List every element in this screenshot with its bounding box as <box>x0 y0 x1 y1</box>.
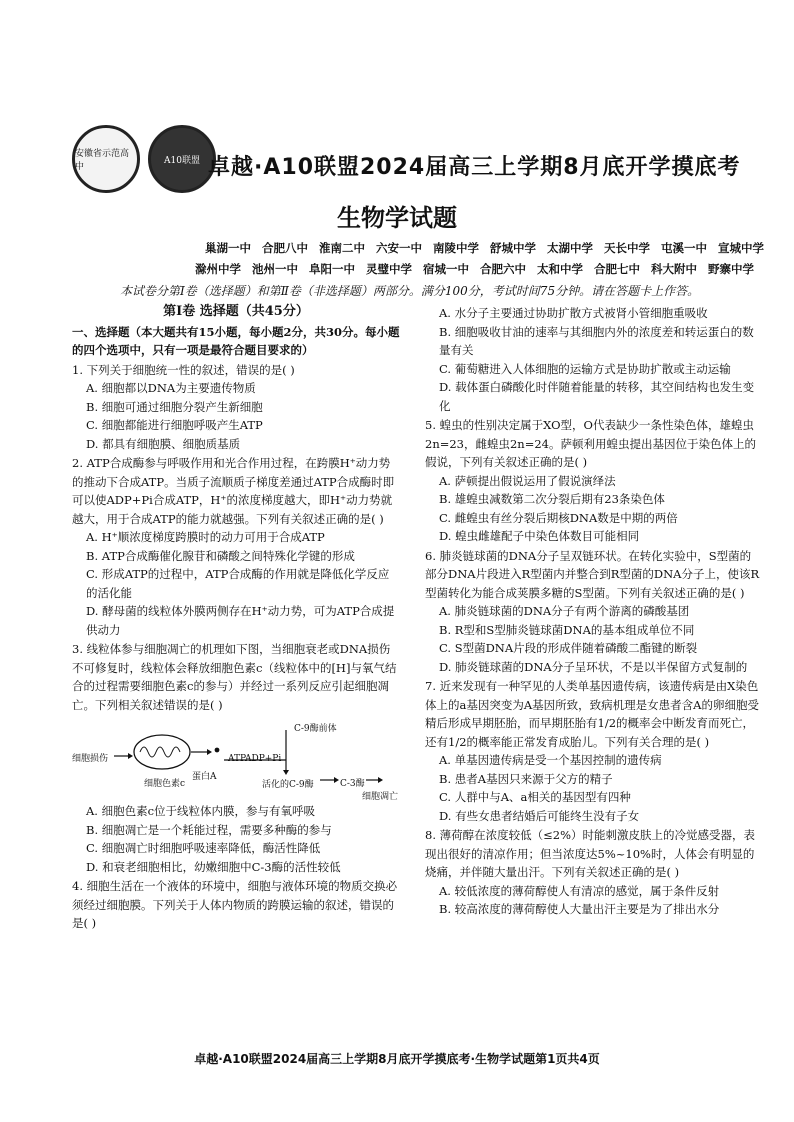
school-name: 合肥八中 <box>262 241 308 255</box>
arrowhead <box>283 770 289 775</box>
option-b: B. 细胞可通过细胞分裂产生新细胞 <box>86 399 263 414</box>
option-c: C. 细胞都能进行细胞呼吸产生ATP <box>86 418 263 432</box>
school-name: 太和中学 <box>537 262 583 276</box>
logo-right-text: A10联盟 <box>164 155 200 166</box>
option-c: C. 葡萄糖进入人体细胞的运输方式是协助扩散或主动运输 <box>439 361 731 376</box>
question-stem: 4. 细胞生活在一个液体的环境中，细胞与液体环境的物质交换必须经过细胞膜。下列关于人体内物质的跨膜运输的叙述，错误的是( ) <box>72 879 398 930</box>
arrowhead <box>207 749 212 755</box>
question-stem: 7. 近来发现有一种罕见的人类单基因遗传病，该遗传病是由X染色体上的a基因突变为A基因所致，致病机理是女患者含A的卵细胞受精后形成早期胚胎，而早期胚胎有1/2的概率会中断发育而死亡，还有1/2的概率能正常发育成胎儿。下列有关合理的是( ) <box>425 679 759 749</box>
school-name: 南陵中学 <box>433 241 479 255</box>
school-logo-left <box>72 125 140 193</box>
label-cyt-c: 细胞色素c <box>144 779 186 789</box>
option-a: A. 较低浓度的薄荷醇使人有清凉的感觉，属于条件反射 <box>439 883 720 898</box>
arrowhead <box>378 777 383 783</box>
logo-left-text: 安徽省示范高中 <box>75 149 130 172</box>
school-name: 合肥七中 <box>594 262 640 276</box>
school-name: 池州一中 <box>252 262 298 276</box>
school-name: 科大附中 <box>651 262 697 276</box>
question-stem: 5. 蝗虫的性别决定属于XO型，O代表缺少一条性染色体，雄蝗虫2n=23，雌蝗虫2n=24。萨顿利用蝗虫提出基因位于染色体上的假说，下列有关叙述正确的是( ) <box>425 418 756 469</box>
school-name: 六安一中 <box>376 241 422 255</box>
question-5 <box>425 416 761 546</box>
arrowhead <box>128 753 133 759</box>
mitochondrion-cristae <box>140 747 180 757</box>
option-c: C. 雌蝗虫有丝分裂后期核DNA数是中期的两倍 <box>439 510 678 525</box>
option-d: D. 和衰老细胞相比，幼嫩细胞中C-3酶的活性较低 <box>86 859 341 874</box>
option-d: D. 有些女患者结婚后可能终生没有子女 <box>439 808 640 823</box>
option-a: A. 细胞色素c位于线粒体内膜，参与有氧呼吸 <box>86 804 316 818</box>
label-adp: ADP+Pi <box>245 754 282 764</box>
school-name: 屯溪一中 <box>661 241 707 255</box>
school-name: 宿城一中 <box>423 262 469 276</box>
question-stem: 6. 肺炎链球菌的DNA分子呈双链环状。在转化实验中，S型菌的部分DNA片段进入R型菌内并整合到R型菌的DNA分子上，使该R型菌转化为能合成荚膜多糖的S型菌。下列有关叙述正确的是( ) <box>425 548 760 600</box>
question-3 <box>72 640 400 876</box>
option-a: A. 肺炎链球菌的DNA分子有两个游离的磷酸基团 <box>439 604 690 618</box>
school-name: 野寨中学 <box>708 262 754 276</box>
question-stem: 3. 线粒体参与细胞凋亡的机理如下图，当细胞衰老或DNA损伤不可修复时，线粒体会释放细胞色素c（线粒体中的[H]与氧气结合的过程需要细胞色素c的参与）并经过一系列反应引起细胞凋亡。下列相关叙述错误的是( ) <box>72 642 397 712</box>
option-c: C. S型菌DNA片段的形成伴随着磷酸二酯键的断裂 <box>439 641 698 655</box>
option-d: D. 载体蛋白磷酸化时伴随着能量的转移，其空间结构也发生变化 <box>439 380 755 413</box>
question-stem: 8. 薄荷醇在浓度较低（≤2%）时能刺激皮肤上的冷觉感受器，表现出很好的清凉作用；但当浓度达5%~10%时，人体会有明显的烧痛，并伴随大量出汗。下列有关叙述正确的是( ) <box>425 828 756 879</box>
option-c: C. 人群中与A、a相关的基因型有四种 <box>439 790 631 804</box>
option-b: B. 患者A基因只来源于父方的精子 <box>439 771 613 786</box>
question-7 <box>425 677 761 825</box>
school-name: 宣城中学 <box>718 241 764 255</box>
label-active-c9: 活化的C-9酶 <box>262 780 314 790</box>
question-1 <box>72 361 400 454</box>
question-4-options <box>425 304 761 415</box>
question-2 <box>72 454 400 639</box>
right-column <box>425 303 761 919</box>
school-list-row1 <box>205 240 764 256</box>
option-c: C. 形成ATP的过程中，ATP合成酶的作用就是降低化学反应的活化能 <box>86 567 390 600</box>
option-b: B. ATP合成酶催化腺苷和磷酸之间特殊化学键的形成 <box>86 548 355 563</box>
page-footer: 卓越·A10联盟2024届高三上学期8月底开学摸底考·生物学试题第1页共4页 <box>194 1052 600 1066</box>
exam-notice: 本试卷分第Ⅰ卷（选择题）和第Ⅱ卷（非选择题）两部分。满分100分，考试时间75分钟。请在答题卡上作答。 <box>120 284 700 298</box>
label-apoptosis: 细胞凋亡 <box>362 792 399 802</box>
school-name: 阜阳一中 <box>309 262 355 276</box>
label-c3: C-3酶 <box>340 779 365 789</box>
school-name: 天长中学 <box>604 241 650 255</box>
option-a: A. H⁺顺浓度梯度跨膜时的动力可用于合成ATP <box>86 530 325 544</box>
exam-title: 卓越·A10联盟2024届高三上学期8月底开学摸底考 <box>208 155 741 180</box>
question-8 <box>425 826 761 919</box>
cyt-c-dot <box>215 748 220 753</box>
option-c: C. 细胞凋亡时细胞呼吸速率降低，酶活性降低 <box>86 841 321 855</box>
arrowhead <box>334 777 339 783</box>
logo-group <box>72 125 216 193</box>
option-d: D. 都具有细胞膜、细胞质基质 <box>86 436 241 451</box>
question-stem: 2. ATP合成酶参与呼吸作用和光合作用过程，在跨膜H⁺动力势的推动下合成ATP。当质子流顺质子梯度差通过ATP合成酶时即可以使ADP+Pi合成ATP，H⁺的浓度梯度越大，即H⁺动力势就越大，用于合成ATP的能力就越强。下列有关叙述正确的是( ) <box>72 456 395 526</box>
option-b: B. 细胞吸收甘油的速率与其细胞内外的浓度差和转运蛋白的数量有关 <box>439 324 754 357</box>
option-a: A. 萨顿提出假说运用了假说演绎法 <box>439 473 616 488</box>
mitochondrion-outline <box>134 735 190 769</box>
school-name: 合肥六中 <box>480 262 526 276</box>
school-list-row2 <box>195 261 754 277</box>
subject-title: 生物学试题 <box>337 204 457 232</box>
question-6 <box>425 547 761 677</box>
option-d: D. 肺炎链球菌的DNA分子呈环状，不是以半保留方式复制的 <box>439 659 748 674</box>
label-protein-a: 蛋白A <box>192 772 217 782</box>
label-precursor: C-9酶前体 <box>294 724 337 734</box>
school-name: 滁州中学 <box>195 262 241 276</box>
option-a: A. 水分子主要通过协助扩散方式被肾小管细胞重吸收 <box>439 306 708 320</box>
option-d: D. 蝗虫雌雄配子中染色体数目可能相同 <box>439 529 640 543</box>
question-stem: 1. 下列关于细胞统一性的叙述，错误的是( ) <box>72 362 295 377</box>
section-title: 第Ⅰ卷 选择题（共45分） <box>163 304 309 319</box>
option-a: A. 单基因遗传病是受一个基因控制的遗传病 <box>439 753 662 767</box>
school-name: 舒城中学 <box>490 241 536 255</box>
option-b: B. 细胞凋亡是一个耗能过程，需要多种酶的参与 <box>86 822 332 837</box>
school-name: 太湖中学 <box>547 241 593 255</box>
left-column <box>72 303 400 933</box>
school-name: 淮南二中 <box>319 241 365 255</box>
school-name: 巢湖一中 <box>205 241 251 255</box>
part-instructions: 一、选择题（本大题共有15小题，每小题2分，共30分。每小题的四个选项中，只有一项是最符合题目要求的） <box>72 324 400 357</box>
option-b: B. 雄蝗虫减数第二次分裂后期有23条染色体 <box>439 492 665 506</box>
option-b: B. R型和S型肺炎链球菌DNA的基本组成单位不同 <box>439 622 695 637</box>
school-logo-right <box>148 125 216 193</box>
option-d: D. 酵母菌的线粒体外膜两侧存在H⁺动力势，可为ATP合成提供动力 <box>86 604 395 637</box>
school-name: 灵璧中学 <box>366 262 412 276</box>
option-a: A. 细胞都以DNA为主要遗传物质 <box>86 381 256 395</box>
apoptosis-diagram <box>72 718 400 802</box>
label-signal: 细胞损伤 <box>72 754 109 764</box>
option-b: B. 较高浓度的薄荷醇使人大量出汗主要是为了排出水分 <box>439 902 720 916</box>
question-4 <box>72 877 400 933</box>
label-atp: ATP <box>228 754 247 764</box>
